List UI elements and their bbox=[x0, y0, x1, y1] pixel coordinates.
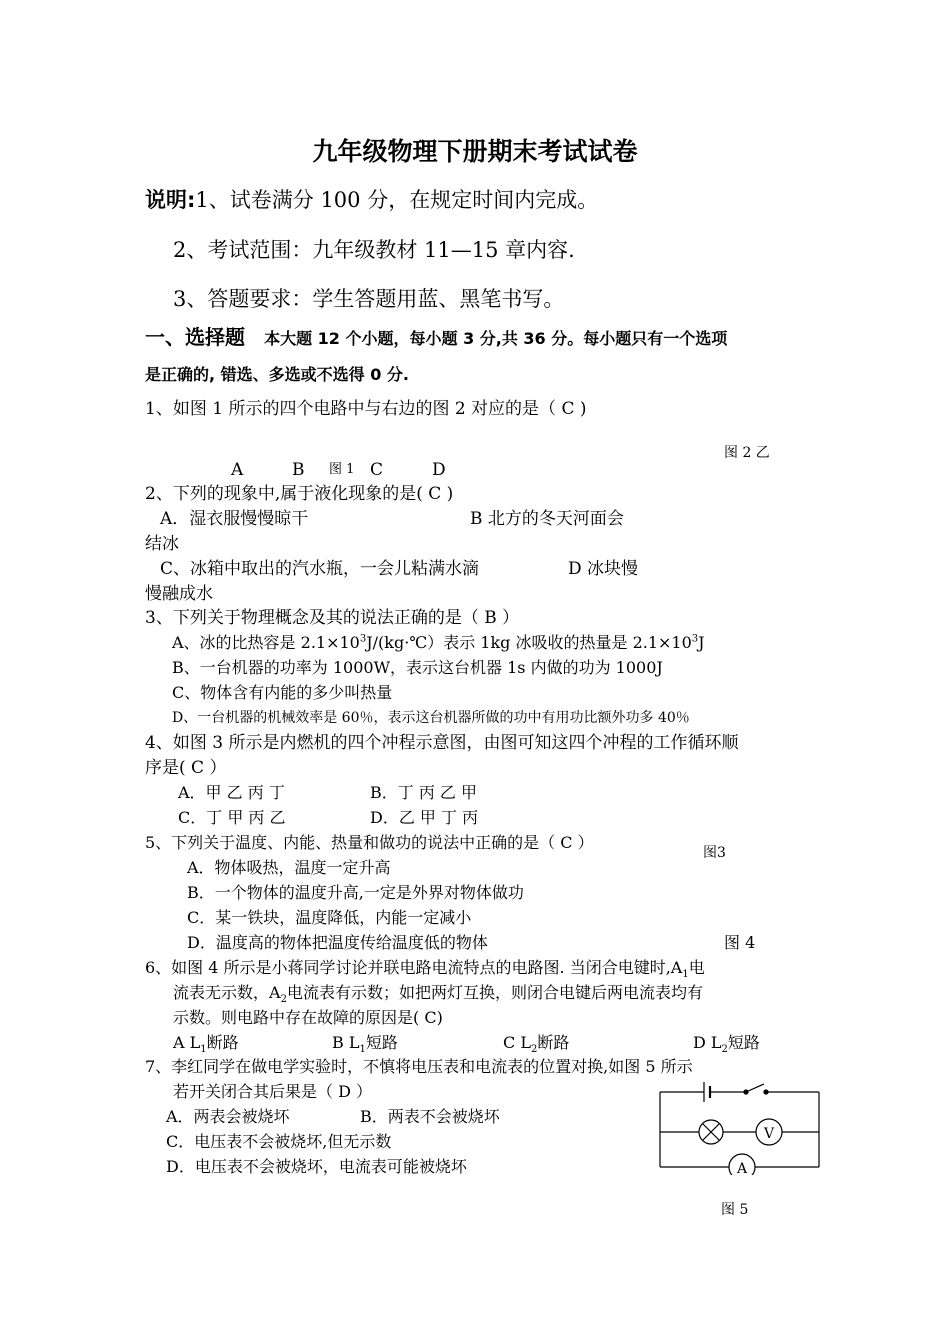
q6-a-post: 断路 bbox=[206, 1033, 239, 1052]
q7-option-c: C．电压表不会被烧坏,但无示数 bbox=[166, 1132, 392, 1151]
q6-s2-sub: 2 bbox=[280, 994, 287, 1006]
q3-option-d: D、一台机器的机械效率是 60％，表示这台机器所做的功中有用功比额外功多 40％ bbox=[172, 710, 690, 726]
q3-a-exp2: 3 bbox=[691, 633, 699, 645]
q6-s2-part1: 流表无示数，A bbox=[173, 983, 281, 1002]
q4-option-a: A．甲 乙 丙 丁 bbox=[178, 783, 285, 802]
q5-option-b: B．一个物体的温度升高,一定是外界对物体做功 bbox=[187, 883, 524, 902]
q6-d-sub: 2 bbox=[721, 1044, 728, 1056]
q6-b-sub: 1 bbox=[359, 1044, 366, 1056]
q5-option-a: A．物体吸热，温度一定升高 bbox=[187, 858, 391, 877]
section1-header bbox=[145, 322, 727, 354]
q1-label-a: A bbox=[231, 460, 244, 480]
q6-d-post: 短路 bbox=[727, 1033, 760, 1052]
page-title: 九年级物理下册期末考试试卷 bbox=[312, 137, 638, 166]
q6-s1-part1: 6、如图 4 所示是小蒋同学讨论并联电路电流特点的电路图. 当闭合电键时,A bbox=[145, 958, 683, 977]
q6-c-post: 断路 bbox=[537, 1033, 570, 1052]
q7-fig5-caption: 图 5 bbox=[721, 1202, 749, 1218]
q5-fig4-caption: 图 4 bbox=[724, 933, 756, 952]
q3-a-part3: J bbox=[698, 633, 705, 652]
q3-option-c: C、物体含有内能的多少叫热量 bbox=[172, 683, 393, 702]
q6-option-b bbox=[332, 1031, 398, 1055]
note-label: 说明: bbox=[145, 188, 196, 212]
q6-a-sub: 1 bbox=[200, 1044, 207, 1056]
q6-stem-line-1 bbox=[145, 956, 705, 980]
section1-heading: 一、选择题 bbox=[145, 325, 245, 349]
q6-s1-part2: 电 bbox=[688, 958, 705, 977]
q6-d-pre: D L bbox=[693, 1033, 722, 1052]
q2-option-a: A．湿衣服慢慢晾干 bbox=[160, 509, 309, 529]
q3-a-part1: A、冰的比热容是 2.1×10 bbox=[172, 633, 360, 652]
q4-option-b: B．丁 丙 乙 甲 bbox=[370, 783, 478, 802]
q6-stem-line-3: 示数。则电路中存在故障的原因是( C) bbox=[173, 1008, 443, 1027]
q3-a-part2: J/(kg·℃）表示 1kg 冰吸收的热量是 2.1×10 bbox=[366, 633, 692, 652]
q6-a-pre: A L bbox=[173, 1033, 201, 1052]
q7-option-a: A．两表会被烧坏 bbox=[166, 1107, 290, 1126]
q1-stem: 1、如图 1 所示的四个电路中与右边的图 2 对应的是（ C ) bbox=[145, 399, 587, 419]
q1-label-c: C bbox=[370, 460, 384, 480]
q6-s1-sub: 1 bbox=[682, 969, 689, 981]
q2-option-b: B 北方的冬天河面会 bbox=[470, 509, 624, 529]
q1-fig1-caption: 图 1 bbox=[329, 462, 355, 477]
voltmeter-label: V bbox=[763, 1126, 775, 1142]
q3-option-b: B、一台机器的功率为 1000W，表示这台机器 1s 内做的功为 1000J bbox=[172, 658, 663, 677]
q2-stem: 2、下列的现象中,属于液化现象的是( C ) bbox=[145, 484, 454, 504]
q2-option-d: D 冰块慢 bbox=[568, 559, 639, 579]
section1-description: 本大题 12 个小题，每小题 3 分,共 36 分。每小题只有一个选项 bbox=[264, 329, 728, 348]
q2-option-c: C、冰箱中取出的汽水瓶，一会儿粘满水滴 bbox=[160, 559, 480, 579]
q3-a-exp1: 3 bbox=[359, 633, 367, 645]
q1-fig2-caption: 图 2 乙 bbox=[724, 445, 770, 461]
q6-b-pre: B L bbox=[332, 1033, 360, 1052]
q6-option-c bbox=[503, 1031, 569, 1055]
q5-fig3-caption: 图3 bbox=[703, 845, 726, 861]
q6-s2-part2: 电流表有示数；如把两灯互换，则闭合电键后两电流表均有 bbox=[286, 983, 703, 1002]
q7-stem: 7、李红同学在做电学实验时，不慎将电压表和电流表的位置对换,如图 5 所示 bbox=[145, 1057, 693, 1076]
q6-option-d bbox=[693, 1031, 760, 1055]
note-1-text: 1、试卷满分 100 分，在规定时间内完成。 bbox=[195, 188, 599, 212]
q3-stem: 3、下列关于物理概念及其的说法正确的是（ B ） bbox=[145, 608, 520, 628]
q4-option-d: D．乙 甲 丁 丙 bbox=[370, 808, 479, 827]
q4-stem-cont: 序是( C ） bbox=[145, 758, 227, 778]
q6-b-post: 短路 bbox=[365, 1033, 398, 1052]
note-line-1 bbox=[145, 185, 598, 215]
q6-stem-line-2 bbox=[173, 981, 703, 1005]
q2-option-d-cont: 慢融成水 bbox=[145, 584, 213, 604]
q1-label-b: B bbox=[292, 460, 305, 480]
ammeter-label: A bbox=[736, 1161, 748, 1175]
note-line-3: 3、答题要求：学生答题用蓝、黑笔书写。 bbox=[173, 287, 565, 311]
figure5-circuit-diagram bbox=[652, 1070, 827, 1175]
switch-blade bbox=[746, 1084, 764, 1092]
q5-option-d: D．温度高的物体把温度传给温度低的物体 bbox=[187, 933, 488, 952]
section1-description-cont: 是正确的, 错选、多选或不选得 0 分. bbox=[145, 365, 410, 384]
q7-option-b: B．两表不会被烧坏 bbox=[360, 1107, 500, 1126]
q5-stem: 5、下列关于温度、内能、热量和做功的说法中正确的是（ C ） bbox=[145, 833, 594, 852]
q4-stem: 4、如图 3 所示是内燃机的四个冲程示意图，由图可知这四个冲程的工作循环顺 bbox=[145, 733, 739, 753]
q6-option-a bbox=[173, 1031, 239, 1055]
q6-c-pre: C L bbox=[503, 1033, 531, 1052]
note-line-2: 2、考试范围：九年级教材 11—15 章内容. bbox=[173, 238, 575, 262]
q6-c-sub: 2 bbox=[530, 1044, 538, 1056]
q5-option-c: C．某一铁块，温度降低，内能一定减小 bbox=[187, 908, 472, 927]
q7-option-d: D．电压表不会被烧坏，电流表可能被烧坏 bbox=[166, 1157, 467, 1176]
q2-option-b-cont: 结冰 bbox=[145, 534, 179, 554]
q4-option-c: C．丁 甲 丙 乙 bbox=[178, 808, 286, 827]
switch-contact bbox=[764, 1090, 768, 1094]
q1-label-d: D bbox=[432, 460, 446, 480]
q3-option-a bbox=[172, 631, 705, 655]
q7-stem-cont: 若开关闭合其后果是（ D ） bbox=[173, 1082, 373, 1101]
